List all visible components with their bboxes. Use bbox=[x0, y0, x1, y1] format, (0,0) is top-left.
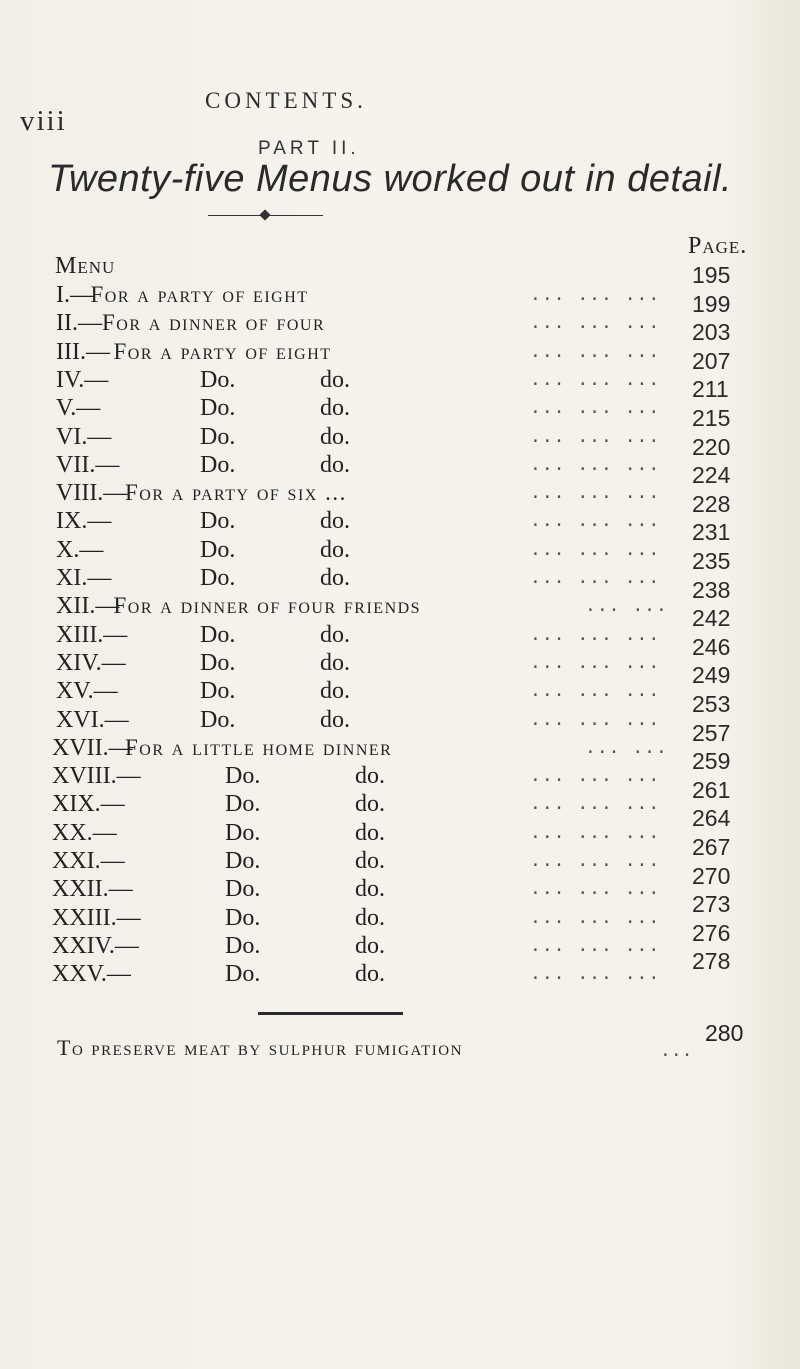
ditto-do: Do. bbox=[225, 932, 261, 959]
page-number: 215 bbox=[692, 405, 731, 431]
ditto-do: Do. bbox=[200, 621, 236, 648]
contents-row bbox=[0, 650, 800, 680]
leader-dots: ... ... ... bbox=[530, 680, 661, 702]
leader-dots: ... ... ... bbox=[530, 368, 661, 390]
ditto-do: Do. bbox=[200, 678, 236, 705]
menu-title: For a little home dinner bbox=[125, 734, 393, 760]
page-number: 261 bbox=[692, 776, 731, 803]
menu-number: XVII.— bbox=[52, 734, 133, 761]
section-subtitle: Twenty-five Menus worked out in detail. bbox=[48, 158, 733, 200]
contents-row bbox=[0, 876, 800, 906]
menu-number: X.— bbox=[56, 536, 104, 563]
ditto-do: do. bbox=[355, 876, 385, 903]
page-number: 220 bbox=[692, 433, 731, 460]
leader-dots: ... ... ... bbox=[530, 708, 661, 730]
contents-row bbox=[0, 961, 800, 991]
contents-row bbox=[0, 820, 800, 850]
page-column-heading: Page. bbox=[688, 233, 748, 259]
leader-dots: ... ... ... bbox=[530, 878, 661, 900]
ditto-do: Do. bbox=[200, 366, 236, 393]
menu-number: XV.— bbox=[56, 678, 118, 705]
menu-number: II.— bbox=[56, 310, 102, 337]
footer-leader-dots: ... bbox=[660, 1040, 693, 1061]
menu-number: VII.— bbox=[56, 451, 120, 478]
ditto-do: do. bbox=[320, 706, 350, 733]
contents-row bbox=[0, 565, 800, 595]
contents-row bbox=[0, 678, 800, 708]
contents-row bbox=[0, 735, 800, 765]
page-number: 267 bbox=[692, 834, 731, 860]
leader-dots: ... ... ... bbox=[530, 397, 661, 419]
menu-number: I.— bbox=[56, 282, 94, 308]
leader-dots: ... ... ... bbox=[530, 934, 661, 956]
page-number: 246 bbox=[692, 633, 731, 660]
ditto-do: do. bbox=[320, 536, 350, 563]
leader-dots: ... ... ... bbox=[530, 850, 661, 871]
leader-dots: ... ... ... bbox=[530, 425, 661, 447]
page-number: 278 bbox=[692, 948, 731, 975]
menu-number: XII.— bbox=[56, 593, 120, 620]
contents-row bbox=[0, 593, 800, 623]
page-number: 195 bbox=[692, 262, 731, 288]
ditto-do: do. bbox=[355, 932, 385, 959]
leader-dots: ... ... ... bbox=[530, 963, 661, 985]
leader-dots: ... ... ... bbox=[530, 510, 661, 532]
ditto-do: do. bbox=[320, 565, 350, 591]
leader-dots: ... ... ... bbox=[530, 453, 661, 475]
page-number: 242 bbox=[692, 605, 731, 632]
contents-row bbox=[0, 791, 800, 821]
menu-number: XX.— bbox=[52, 819, 117, 846]
contents-row bbox=[0, 537, 800, 567]
page-number: 249 bbox=[692, 662, 731, 689]
ditto-do: Do. bbox=[200, 508, 236, 535]
ditto-do: Do. bbox=[200, 423, 236, 450]
leader-dots: ... ... bbox=[585, 595, 668, 617]
contents-row bbox=[0, 933, 800, 963]
ditto-do: do. bbox=[320, 621, 350, 648]
menu-number: VI.— bbox=[56, 423, 112, 450]
ditto-do: do. bbox=[320, 508, 350, 535]
leader-dots: ... ... ... bbox=[530, 651, 661, 673]
running-head: CONTENTS. bbox=[205, 88, 367, 113]
folio-number: viii bbox=[20, 105, 67, 137]
menu-number: XXIV.— bbox=[52, 932, 139, 959]
menu-number: XIV.— bbox=[56, 649, 126, 676]
ditto-do: do. bbox=[355, 791, 385, 818]
ditto-do: do. bbox=[320, 395, 350, 422]
menu-number: XVI.— bbox=[56, 706, 129, 733]
ditto-do: Do. bbox=[225, 819, 261, 846]
menu-title: For a dinner of four bbox=[102, 310, 326, 336]
menu-number: XXI.— bbox=[52, 848, 125, 874]
page-number: 273 bbox=[692, 891, 731, 918]
contents-row bbox=[0, 763, 800, 793]
menu-title: For a party of eight bbox=[113, 338, 332, 364]
ditto-do: Do. bbox=[200, 536, 236, 563]
page-number: 264 bbox=[692, 805, 731, 832]
contents-row bbox=[0, 905, 800, 935]
contents-row bbox=[0, 622, 800, 652]
ornament-divider bbox=[208, 209, 323, 223]
leader-dots: ... ... ... bbox=[530, 284, 661, 305]
footer-entry-title: To preserve meat by sulphur fumigation bbox=[57, 1035, 463, 1060]
leader-dots: ... ... ... bbox=[530, 821, 661, 843]
contents-row bbox=[0, 282, 800, 312]
contents-row bbox=[0, 339, 800, 369]
ditto-do: do. bbox=[320, 678, 350, 705]
page-number: 203 bbox=[692, 319, 731, 346]
page-number: 270 bbox=[692, 862, 731, 889]
ditto-do: do. bbox=[320, 649, 350, 676]
page-number: 199 bbox=[692, 290, 731, 317]
leader-dots: ... ... ... bbox=[530, 765, 661, 787]
ditto-do: do. bbox=[355, 961, 385, 988]
leader-dots: ... ... ... bbox=[530, 906, 661, 928]
menu-number: XIX.— bbox=[52, 791, 125, 818]
ditto-do: Do. bbox=[200, 565, 236, 591]
ditto-do: do. bbox=[355, 819, 385, 846]
menu-title: For a dinner of four friends bbox=[113, 593, 422, 619]
menu-number: IX.— bbox=[56, 508, 112, 535]
page-number: 228 bbox=[692, 490, 731, 517]
leader-dots: ... ... ... bbox=[530, 340, 661, 362]
ditto-do: Do. bbox=[225, 904, 261, 931]
ditto-do: Do. bbox=[225, 791, 261, 818]
menu-title: For a party of six ... bbox=[125, 480, 347, 506]
leader-dots: ... ... ... bbox=[530, 623, 661, 645]
ditto-do: do. bbox=[320, 366, 350, 393]
leader-dots: ... ... bbox=[585, 736, 668, 758]
contents-row bbox=[0, 367, 800, 397]
contents-row bbox=[0, 424, 800, 454]
leader-dots: ... ... ... bbox=[530, 793, 661, 815]
ditto-do: do. bbox=[355, 848, 385, 874]
page-number: 259 bbox=[692, 748, 731, 775]
page-number: 207 bbox=[692, 347, 731, 374]
ditto-do: Do. bbox=[200, 451, 236, 478]
contents-row bbox=[0, 480, 800, 510]
diamond-icon bbox=[259, 209, 270, 220]
page-number: 231 bbox=[692, 519, 731, 546]
contents-row bbox=[0, 452, 800, 482]
page-number: 224 bbox=[692, 462, 731, 489]
ditto-do: Do. bbox=[225, 876, 261, 903]
page-number: 235 bbox=[692, 548, 731, 574]
ditto-do: do. bbox=[355, 904, 385, 931]
footer-page-number: 280 bbox=[705, 1020, 744, 1046]
leader-dots: ... ... ... bbox=[530, 312, 661, 334]
contents-row bbox=[0, 848, 800, 878]
menu-number: III.— bbox=[56, 338, 110, 365]
menu-column-heading: Menu bbox=[55, 253, 116, 279]
ditto-do: Do. bbox=[200, 706, 236, 733]
menu-number: V.— bbox=[56, 395, 101, 422]
menu-number: VIII.— bbox=[56, 480, 128, 507]
contents-row bbox=[0, 395, 800, 425]
ditto-do: do. bbox=[320, 451, 350, 478]
menu-number: XXII.— bbox=[52, 876, 133, 903]
ditto-do: Do. bbox=[225, 763, 261, 790]
page-number: 276 bbox=[692, 919, 731, 946]
page-number: 257 bbox=[692, 719, 731, 746]
menu-number: XI.— bbox=[56, 565, 112, 591]
ditto-do: do. bbox=[320, 423, 350, 450]
leader-dots: ... ... ... bbox=[530, 482, 661, 504]
ditto-do: do. bbox=[355, 763, 385, 790]
leader-dots: ... ... ... bbox=[530, 538, 661, 560]
menu-number: IV.— bbox=[56, 366, 109, 393]
contents-row bbox=[0, 310, 800, 340]
section-rule bbox=[258, 1012, 403, 1015]
leader-dots: ... ... ... bbox=[530, 567, 661, 588]
contents-row bbox=[0, 508, 800, 538]
page-number: 211 bbox=[692, 376, 729, 403]
menu-number: XXIII.— bbox=[52, 904, 141, 931]
menu-title: For a party of eight bbox=[90, 282, 309, 307]
ditto-do: Do. bbox=[200, 395, 236, 422]
contents-row bbox=[0, 707, 800, 737]
page-number: 238 bbox=[692, 576, 731, 603]
menu-number: XVIII.— bbox=[52, 763, 141, 790]
ditto-do: Do. bbox=[225, 848, 261, 874]
menu-number: XXV.— bbox=[52, 961, 131, 988]
ditto-do: Do. bbox=[225, 961, 261, 988]
part-title: PART II. bbox=[258, 138, 360, 159]
ditto-do: Do. bbox=[200, 649, 236, 676]
page-number: 253 bbox=[692, 691, 731, 717]
menu-number: XIII.— bbox=[56, 621, 128, 648]
